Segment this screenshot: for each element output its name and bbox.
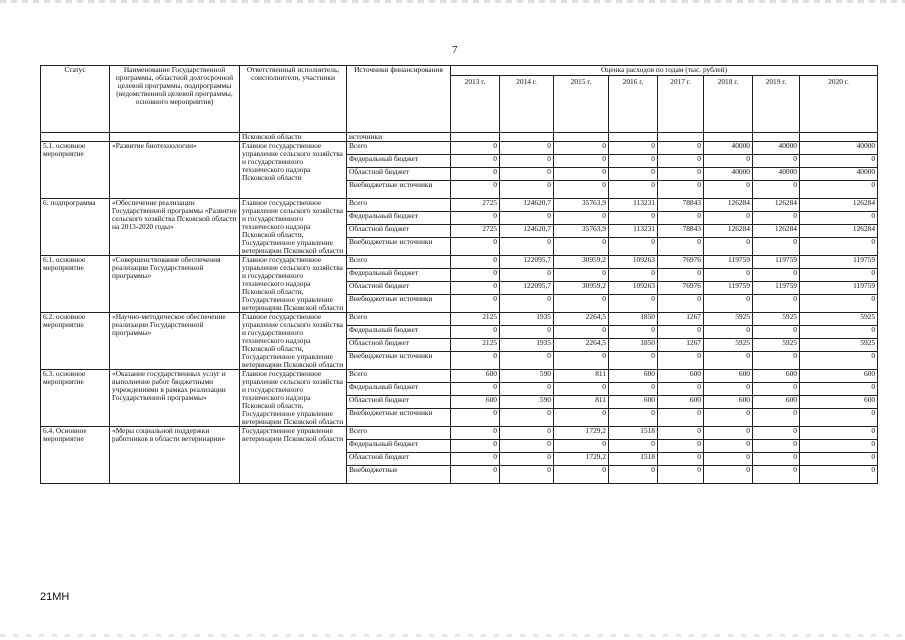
row-value: 1850 [609,339,658,352]
row-value: 0 [500,269,554,282]
continuation-name [110,133,240,142]
row-value: 0 [753,181,800,199]
row-value: 600 [753,370,800,383]
row-value: 40000 [753,168,800,181]
row-value: 0 [554,238,609,256]
row-value: 0 [658,466,704,484]
continuation-source: источники [347,133,451,142]
row-source: Областной бюджет [347,225,451,238]
row-source: Областной бюджет [347,282,451,295]
row-value: 1267 [658,313,704,326]
row-value: 0 [658,427,704,440]
row-value: 40000 [800,142,878,155]
header-status: Статус [41,66,110,133]
row-source: Областной бюджет [347,339,451,352]
row-value: 0 [658,383,704,396]
row-value: 0 [451,168,500,181]
row-value: 113231 [609,225,658,238]
row-value: 0 [753,155,800,168]
continuation-value [800,133,878,142]
row-value: 0 [554,212,609,225]
row-value: 119759 [800,256,878,269]
row-value: 2264,5 [554,339,609,352]
row-status: 6.2. основное мероприятие [41,313,110,370]
row-value: 0 [500,155,554,168]
continuation-value [753,133,800,142]
table-row [41,142,878,155]
row-value: 0 [500,238,554,256]
row-value: 0 [500,326,554,339]
row-value: 0 [800,212,878,225]
row-value: 1267 [658,339,704,352]
row-value: 0 [554,409,609,427]
row-name: «Научно-методическое обеспечение реализации Государственной программы» [110,313,240,370]
header-year: 2013 г. [451,76,500,133]
row-value: 0 [658,155,704,168]
row-value: 0 [500,295,554,313]
row-value: 0 [658,326,704,339]
row-value: 0 [500,142,554,155]
row-value: 0 [500,383,554,396]
row-value: 109263 [609,282,658,295]
row-source: Всего [347,427,451,440]
row-source: Всего [347,256,451,269]
row-value: 5925 [800,339,878,352]
row-value: 811 [554,370,609,383]
header-year: 2018 г. [704,76,753,133]
budget-table [40,65,878,484]
row-value: 0 [451,383,500,396]
row-value: 78843 [658,199,704,212]
row-value: 0 [609,238,658,256]
row-status: 6.1. основное мероприятие [41,256,110,313]
row-value: 35763,9 [554,199,609,212]
row-value: 119759 [704,256,753,269]
row-value: 600 [704,396,753,409]
row-value: 0 [658,238,704,256]
row-value: 126284 [800,199,878,212]
row-value: 0 [451,142,500,155]
row-source: Областной бюджет [347,396,451,409]
row-value: 0 [704,295,753,313]
continuation-value [451,133,500,142]
row-value: 1935 [500,339,554,352]
row-value: 0 [451,326,500,339]
row-source: Внебюджетные источники [347,181,451,199]
row-source: Всего [347,313,451,326]
row-value: 600 [609,370,658,383]
row-value: 0 [704,238,753,256]
header-responsible: Ответственный исполнитель, соисполнители, участники [240,66,347,133]
scan-edge-top [0,0,905,3]
row-value: 590 [500,396,554,409]
row-value: 0 [609,212,658,225]
row-value: 0 [704,427,753,440]
row-value: 126284 [800,225,878,238]
row-source: Внебюджетные [347,466,451,484]
header-year: 2019 г. [753,76,800,133]
row-value: 0 [658,212,704,225]
row-value: 0 [500,212,554,225]
row-value: 1518 [609,453,658,466]
row-source: Внебюджетные источники [347,409,451,427]
continuation-value [554,133,609,142]
row-value: 5925 [704,339,753,352]
row-value: 0 [753,295,800,313]
row-value: 0 [800,295,878,313]
row-value: 0 [658,269,704,282]
row-value: 600 [609,396,658,409]
table-header [41,66,878,133]
row-value: 0 [753,427,800,440]
row-value: 0 [658,453,704,466]
row-source: Областной бюджет [347,168,451,181]
row-source: Внебюджетные источники [347,295,451,313]
row-value: 0 [451,295,500,313]
row-value: 600 [704,370,753,383]
row-value: 1850 [609,313,658,326]
row-value: 0 [704,453,753,466]
row-value: 0 [451,466,500,484]
row-value: 0 [609,181,658,199]
row-value: 0 [658,181,704,199]
row-value: 0 [800,466,878,484]
page-number: 7 [452,44,458,56]
continuation-value [500,133,554,142]
row-value: 5925 [800,313,878,326]
row-value: 0 [704,181,753,199]
row-value: 0 [500,453,554,466]
row-value: 2264,5 [554,313,609,326]
row-value: 0 [800,326,878,339]
row-value: 0 [609,142,658,155]
row-value: 1935 [500,313,554,326]
row-value: 0 [451,409,500,427]
row-status: 6.4. Основное мероприятие [41,427,110,484]
row-value: 0 [800,383,878,396]
row-value: 40000 [704,142,753,155]
row-source: Областной бюджет [347,453,451,466]
row-value: 0 [554,466,609,484]
row-value: 0 [500,181,554,199]
row-value: 0 [451,212,500,225]
scan-edge-bottom [0,634,905,637]
row-value: 0 [609,295,658,313]
row-value: 0 [451,352,500,370]
row-value: 0 [753,440,800,453]
continuation-value [704,133,753,142]
row-value: 0 [753,453,800,466]
row-value: 2125 [451,313,500,326]
row-value: 0 [800,269,878,282]
row-value: 0 [753,383,800,396]
row-value: 0 [451,181,500,199]
row-value: 600 [451,396,500,409]
row-value: 0 [500,440,554,453]
row-value: 40000 [800,168,878,181]
row-status: 6. подпрограмма [41,199,110,256]
row-value: 0 [753,212,800,225]
footer-code: 21МН [40,591,70,603]
row-value: 0 [800,238,878,256]
row-value: 126284 [704,199,753,212]
row-value: 0 [658,142,704,155]
table-row [41,313,878,326]
row-value: 0 [609,155,658,168]
row-source: Федеральный бюджет [347,155,451,168]
row-value: 0 [753,238,800,256]
row-responsible: Главное государственное управление сельского хозяйства и государственного технического надзора Псковской области, Государственное управление ветеринарии Псковской области [240,256,347,313]
row-responsible: Главное государственное управление сельского хозяйства и государственного технического надзора Псковской области [240,142,347,199]
row-value: 30959,2 [554,282,609,295]
table-row [41,427,878,440]
row-value: 0 [609,168,658,181]
row-value: 0 [500,352,554,370]
row-value: 600 [658,370,704,383]
row-value: 76976 [658,282,704,295]
row-responsible: Государственное управление ветеринарии Псковской области [240,427,347,484]
row-value: 0 [451,269,500,282]
row-value: 0 [753,352,800,370]
header-year: 2015 г. [554,76,609,133]
row-value: 0 [704,466,753,484]
row-value: 2125 [451,339,500,352]
row-source: Федеральный бюджет [347,212,451,225]
row-name: «Обеспечение реализации Государственной программы «Развитие сельского хозяйства Псковской области на 2013-2020 годы» [110,199,240,256]
row-value: 0 [500,427,554,440]
row-value: 0 [554,440,609,453]
row-value: 78843 [658,225,704,238]
row-value: 0 [609,440,658,453]
table-row [41,370,878,383]
row-value: 0 [658,352,704,370]
row-value: 600 [451,370,500,383]
row-value: 0 [554,352,609,370]
table-body [41,133,878,484]
row-value: 30959,2 [554,256,609,269]
header-name: Наименование Государственной программы, областной долгосрочной целевой программы, подпрограммы (ведомственной целевой программы, основного мероприятия) [110,66,240,133]
row-value: 0 [554,181,609,199]
row-value: 0 [554,142,609,155]
row-name: «Оказание государственных услуг и выполнение работ бюджетными учреждениями в рамках реализации Государственной программы» [110,370,240,427]
row-name: «Совершенствование обеспечения реализации Государственной программы» [110,256,240,313]
row-value: 0 [609,466,658,484]
continuation-value [658,133,704,142]
row-value: 124620,7 [500,225,554,238]
row-value: 40000 [753,142,800,155]
row-value: 600 [800,370,878,383]
row-source: Федеральный бюджет [347,269,451,282]
row-status: 5.1. основное мероприятие [41,142,110,199]
row-value: 590 [500,370,554,383]
row-value: 0 [500,466,554,484]
row-value: 35763,9 [554,225,609,238]
continuation-status [41,133,110,142]
row-value: 2725 [451,225,500,238]
row-value: 0 [609,383,658,396]
row-value: 600 [800,396,878,409]
row-value: 0 [451,155,500,168]
row-source: Федеральный бюджет [347,326,451,339]
header-year: 2017 г. [658,76,704,133]
row-value: 122095,7 [500,256,554,269]
header-sources: Источники финансирования [347,66,451,133]
row-value: 600 [658,396,704,409]
row-source: Всего [347,142,451,155]
row-value: 0 [658,295,704,313]
row-value: 1518 [609,427,658,440]
row-value: 0 [658,168,704,181]
row-value: 0 [658,409,704,427]
row-value: 0 [800,155,878,168]
row-value: 119759 [753,256,800,269]
row-responsible: Главное государственное управление сельского хозяйства и государственного технического надзора Псковской области, Государственное управление ветеринарии Псковской области [240,370,347,427]
row-value: 0 [554,155,609,168]
row-value: 0 [800,409,878,427]
row-value: 0 [800,352,878,370]
row-source: Внебюджетные источники [347,352,451,370]
row-value: 811 [554,396,609,409]
row-value: 0 [753,326,800,339]
header-year: 2016 г. [609,76,658,133]
row-source: Внебюджетные источники [347,238,451,256]
row-value: 76976 [658,256,704,269]
row-value: 126284 [753,225,800,238]
row-value: 0 [753,269,800,282]
row-value: 600 [753,396,800,409]
row-value: 0 [554,383,609,396]
row-value: 0 [451,440,500,453]
continuation-row [41,133,878,142]
row-value: 0 [704,269,753,282]
row-value: 124620,7 [500,199,554,212]
row-source: Всего [347,370,451,383]
row-value: 113231 [609,199,658,212]
row-value: 0 [554,326,609,339]
row-value: 5925 [753,313,800,326]
row-value: 0 [609,409,658,427]
row-value: 0 [609,326,658,339]
row-value: 0 [554,295,609,313]
row-value: 0 [800,453,878,466]
row-value: 126284 [704,225,753,238]
table-row [41,256,878,269]
header-year: 2014 г. [500,76,554,133]
row-value: 1729,2 [554,427,609,440]
row-responsible: Главное государственное управление сельского хозяйства и государственного технического надзора Псковской области, Государственное управление ветеринарии Псковской области [240,313,347,370]
row-value: 0 [500,168,554,181]
row-value: 0 [554,269,609,282]
row-value: 40000 [704,168,753,181]
continuation-value [609,133,658,142]
row-value: 0 [451,453,500,466]
header-year: 2020 г. [800,76,878,133]
header-estimate: Оценка расходов по годам (тыс. рублей) [451,66,878,76]
row-value: 109263 [609,256,658,269]
row-value: 0 [753,409,800,427]
row-value: 0 [800,440,878,453]
row-value: 0 [500,409,554,427]
row-source: Федеральный бюджет [347,440,451,453]
row-value: 0 [800,181,878,199]
row-value: 0 [704,383,753,396]
row-value: 0 [704,352,753,370]
row-source: Всего [347,199,451,212]
row-value: 0 [609,269,658,282]
row-value: 5925 [704,313,753,326]
row-value: 1729,2 [554,453,609,466]
row-value: 0 [800,427,878,440]
row-value: 0 [753,466,800,484]
table-row [41,199,878,212]
continuation-responsible: Псковской области [240,133,347,142]
row-value: 0 [451,238,500,256]
row-value: 0 [704,212,753,225]
row-value: 0 [704,326,753,339]
row-value: 0 [704,155,753,168]
row-value: 2725 [451,199,500,212]
row-value: 5925 [753,339,800,352]
row-value: 0 [554,168,609,181]
row-responsible: Главное государственное управление сельского хозяйства и государственного технического надзора Псковской области, Государственное управление ветеринарии Псковской области [240,199,347,256]
row-value: 0 [658,440,704,453]
row-value: 0 [609,352,658,370]
row-value: 0 [451,256,500,269]
row-value: 119759 [753,282,800,295]
row-value: 0 [704,409,753,427]
row-status: 6.3. основное мероприятие [41,370,110,427]
row-name: «Развитие биотехнологии» [110,142,240,199]
row-value: 122095,7 [500,282,554,295]
row-value: 119759 [800,282,878,295]
row-value: 119759 [704,282,753,295]
row-value: 126284 [753,199,800,212]
row-source: Федеральный бюджет [347,383,451,396]
row-name: «Меры социальной поддержки работников в области ветеринарии» [110,427,240,484]
row-value: 0 [451,282,500,295]
row-value: 0 [704,440,753,453]
row-value: 0 [451,427,500,440]
